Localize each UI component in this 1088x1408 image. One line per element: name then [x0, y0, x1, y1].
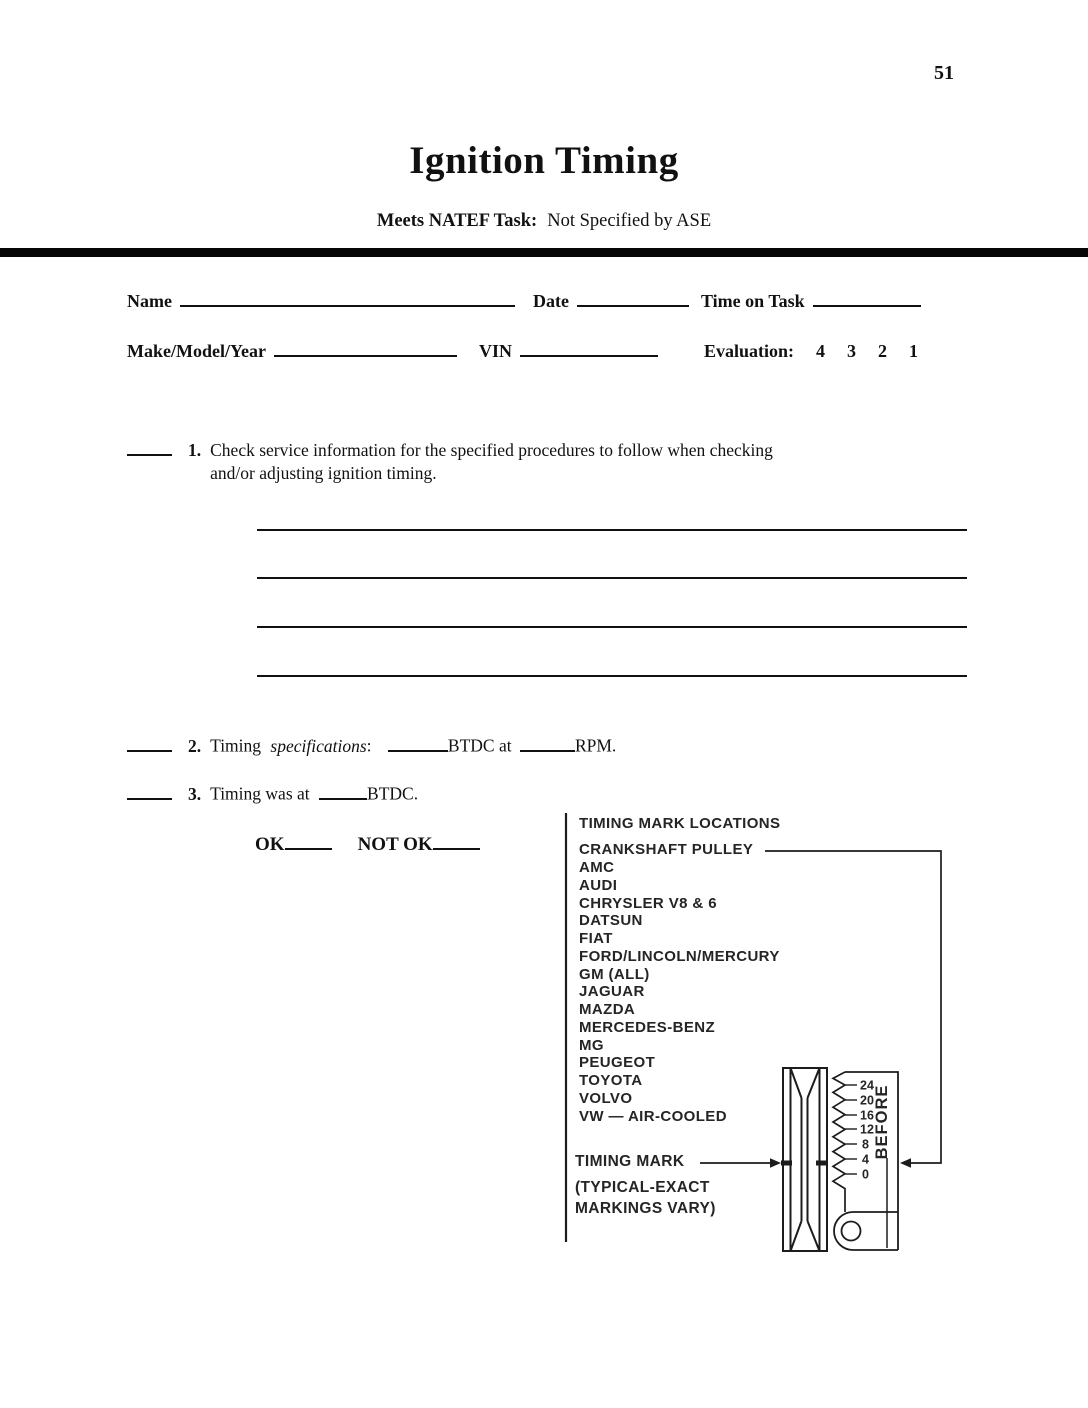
svg-text:12: 12 [860, 1122, 874, 1137]
not-ok-field[interactable] [433, 829, 480, 850]
task1-check-blank[interactable] [127, 436, 172, 456]
make-item: MERCEDES-BENZ [579, 1018, 716, 1036]
before-label: BEFORE [873, 1084, 891, 1160]
answer-line[interactable] [257, 577, 967, 579]
svg-text:16: 16 [860, 1108, 874, 1123]
evaluation-score-1[interactable]: 1 [909, 341, 919, 361]
make-item: DATSUN [579, 912, 643, 930]
timing-mark-notch [816, 1161, 828, 1166]
natef-label: Meets NATEF Task: [376, 211, 538, 231]
task3-btdc-field[interactable] [319, 780, 367, 800]
make-list [579, 859, 780, 1125]
make-item: JAGUAR [579, 983, 645, 1001]
ok-result-row [255, 829, 480, 856]
vin-field[interactable] [520, 337, 658, 357]
svg-text:0: 0 [862, 1167, 869, 1182]
make-item: AMC [579, 859, 615, 876]
make-model-year-label: Make/Model/Year [127, 341, 266, 361]
name-field[interactable] [180, 287, 515, 307]
make-item: FORD/LINCOLN/MERCURY [579, 947, 780, 965]
bolt-hole [842, 1222, 861, 1241]
make-item: VOLVO [579, 1089, 633, 1107]
task1-text: Check service information for the specified procedures to follow when checking and/or adjusting ignition timing. [210, 439, 773, 483]
page-number: 51 [934, 62, 954, 84]
scale-numbers [860, 1079, 874, 1182]
header-divider-rule [0, 248, 1088, 257]
evaluation-score-3[interactable]: 3 [847, 341, 857, 361]
evaluation-score-2[interactable]: 2 [878, 341, 888, 361]
time-on-task-field[interactable] [813, 287, 921, 307]
task2-text: Timing specifications: BTDC at RPM. [210, 732, 616, 757]
task2-btdc-field[interactable] [388, 732, 448, 752]
evaluation-score-4[interactable]: 4 [816, 341, 826, 361]
time-on-task-label: Time on Task [700, 291, 805, 311]
make-item: TOYOTA [579, 1072, 643, 1089]
answer-line[interactable] [257, 675, 967, 677]
name-label: Name [127, 291, 172, 311]
timing-scale-plate [833, 1072, 898, 1250]
timing-mark-note: (TYPICAL-EXACT MARKINGS VARY) [575, 1179, 716, 1217]
task-1 [127, 436, 773, 485]
timing-mark-notch [781, 1161, 792, 1166]
task2-rpm-field[interactable] [520, 732, 575, 752]
task-3 [127, 780, 418, 805]
answer-line[interactable] [257, 626, 967, 628]
arrow-right-icon [770, 1158, 781, 1167]
task-2 [127, 732, 616, 757]
crankshaft-callout-line [765, 851, 941, 1163]
crankshaft-pulley-label: CRANKSHAFT PULLEY [579, 841, 754, 858]
ok-field[interactable] [285, 829, 332, 850]
svg-text:24: 24 [860, 1078, 874, 1093]
svg-text:8: 8 [862, 1137, 869, 1152]
task3-text: Timing was at BTDC. [210, 780, 418, 805]
natef-value: Not Specified by ASE [547, 211, 712, 231]
make-item: CHRYSLER V8 & 6 [579, 894, 717, 912]
date-label: Date [532, 291, 569, 311]
date-field[interactable] [577, 287, 689, 307]
svg-text:20: 20 [860, 1093, 874, 1108]
plate-tab [834, 1212, 898, 1250]
make-item: FIAT [579, 930, 613, 947]
timing-mark-label: TIMING MARK [575, 1153, 685, 1170]
task2-check-blank[interactable] [127, 732, 172, 752]
task2-number: 2. [188, 735, 202, 756]
make-item: MAZDA [579, 1001, 636, 1018]
make-model-year-field[interactable] [274, 337, 457, 357]
make-item: GM (ALL) [579, 965, 650, 983]
page-title: Ignition Timing [409, 139, 679, 182]
answer-line[interactable] [257, 529, 967, 531]
ok-label: OK [255, 834, 285, 855]
vin-label: VIN [478, 341, 512, 361]
task2-italic-word: specifications [270, 735, 367, 756]
pulley-drawing [781, 1068, 828, 1251]
make-item: AUDI [579, 876, 618, 894]
svg-text:4: 4 [862, 1152, 869, 1167]
scale-ticks [845, 1085, 857, 1174]
diagram-heading: TIMING MARK LOCATIONS [579, 815, 781, 832]
natef-line [0, 211, 1088, 232]
make-item: VW — AIR-COOLED [579, 1107, 727, 1125]
make-item: PEUGEOT [579, 1054, 656, 1072]
arrow-left-icon [900, 1158, 911, 1167]
not-ok-label: NOT OK [357, 834, 433, 855]
task1-number: 1. [188, 439, 202, 460]
task3-check-blank[interactable] [127, 780, 172, 800]
make-item: MG [579, 1036, 604, 1054]
form-row-1 [127, 287, 921, 312]
evaluation-label: Evaluation: [703, 341, 795, 361]
form-row-2 [127, 337, 918, 362]
task3-number: 3. [188, 783, 202, 804]
